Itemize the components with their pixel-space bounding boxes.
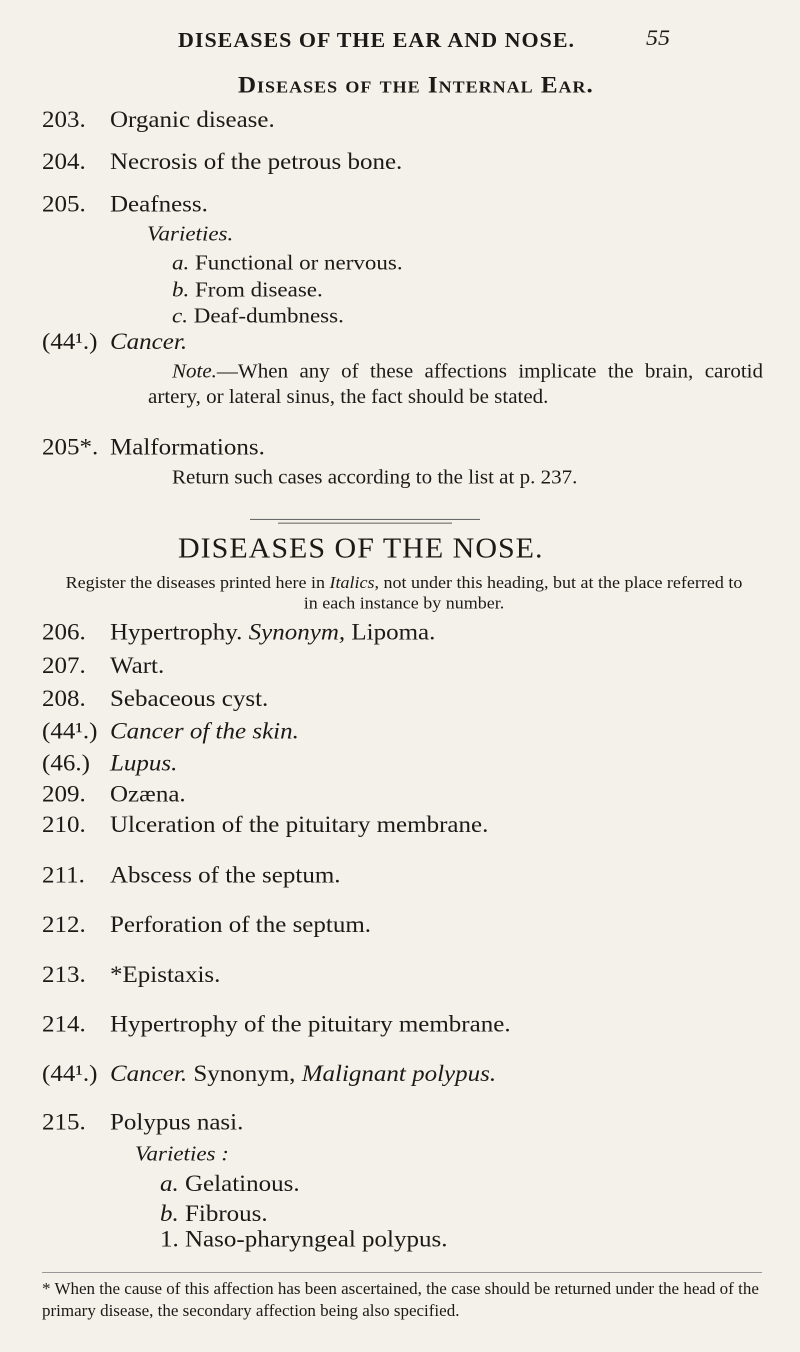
entry-text: Perforation of the septum. (110, 912, 372, 938)
entry-number: (44¹.) (42, 1061, 98, 1087)
entry-number: (44¹.) (42, 329, 98, 355)
variety-letter: b. (172, 277, 190, 302)
entry-text: Cancer of the skin. (110, 719, 299, 745)
nose-section-title: DISEASES OF THE NOSE. (178, 532, 544, 564)
variety-text: Functional or nervous. (195, 250, 403, 274)
entry-207 (42, 654, 164, 680)
note-text: —When any of these affections implicate the brain, carotid artery, or lateral sinus, the fact should be stated. (148, 359, 763, 408)
entry-number: 213. (42, 962, 86, 988)
variety-b (160, 1201, 268, 1227)
entry-number: 214. (42, 1011, 86, 1037)
running-head-title: DISEASES OF THE EAR AND NOSE. (178, 28, 575, 52)
entry-text: Hypertrophy of the pituitary membrane. (110, 1011, 511, 1037)
note (148, 359, 763, 409)
instruction (64, 572, 744, 613)
entry-44-cancer (42, 329, 187, 355)
entry-204 (42, 150, 402, 176)
entry-text: Ulceration of the pituitary membrane. (110, 812, 489, 838)
entry-205 (42, 192, 208, 218)
instruction-text: Register the diseases printed here in (65, 573, 330, 592)
variety-letter: b. (160, 1201, 179, 1227)
variety-text: Fibrous. (185, 1201, 268, 1227)
entry-203 (42, 108, 275, 134)
page-number: 55 (646, 26, 670, 51)
note-label: Note. (172, 359, 217, 383)
synonym-value: Malignant polypus. (301, 1061, 497, 1087)
varieties-heading: Varieties : (135, 1141, 229, 1166)
ear-section-title: Diseases of the Internal Ear. (238, 72, 594, 99)
entry-text: Necrosis of the petrous bone. (110, 149, 403, 175)
varieties-heading: Varieties. (147, 221, 234, 245)
variety-letter: a. (172, 250, 190, 274)
variety-c (172, 304, 344, 328)
entry-text: Hypertrophy. (110, 619, 243, 646)
entry-text: Ozæna. (110, 781, 186, 807)
entry-text: Malformations. (110, 434, 265, 461)
entry-210 (42, 813, 488, 839)
instruction-italic: Italics (329, 573, 375, 592)
entry-44-skin (42, 719, 299, 745)
synonym-label: Synonym, (248, 619, 346, 646)
variety-text: From disease. (195, 277, 323, 302)
entry-number: 211. (42, 863, 85, 889)
synonym-label: Synonym, (193, 1061, 296, 1087)
return-note: Return such cases according to the list at p. 237. (172, 465, 578, 489)
entry-number: 208. (42, 686, 86, 712)
entry-number: (46.) (42, 750, 90, 777)
variety-text: Gelatinous. (185, 1171, 300, 1197)
variety-text: Deaf-dumbness. (193, 303, 344, 328)
divider (250, 519, 480, 520)
entry-text: Lupus. (110, 750, 178, 777)
entry-number: 207. (42, 653, 86, 679)
entry-206 (42, 620, 435, 646)
entry-number: 206. (42, 619, 86, 646)
entry-number: 215. (42, 1109, 86, 1136)
entry-text: Abscess of the septum. (110, 863, 341, 889)
entry-208 (42, 686, 268, 712)
footnote-rule (42, 1272, 762, 1273)
entry-number: 205*. (42, 434, 99, 461)
entry-number: 205. (42, 191, 86, 217)
entry-209 (42, 782, 186, 808)
entry-text: Organic disease. (110, 107, 275, 133)
variety-1 (160, 1227, 447, 1253)
variety-b (172, 278, 323, 302)
variety-letter: a. (160, 1171, 179, 1197)
variety-a (160, 1172, 300, 1198)
entry-number: (44¹.) (42, 719, 98, 745)
entry-212 (42, 913, 371, 939)
variety-text: Naso-pharyngeal polypus. (185, 1226, 448, 1252)
entry-text: Cancer. (110, 1061, 188, 1087)
entry-text: Sebaceous cyst. (110, 686, 269, 712)
entry-text: Wart. (110, 653, 165, 679)
entry-205-star (42, 435, 265, 461)
variety-letter: c. (172, 303, 188, 328)
entry-text: Deafness. (110, 191, 208, 217)
entry-214 (42, 1012, 511, 1038)
entry-number: 209. (42, 781, 86, 807)
entry-number: 210. (42, 812, 86, 838)
entry-number: 203. (42, 107, 86, 133)
entry-number: 212. (42, 912, 86, 938)
variety-a (172, 251, 403, 275)
divider (278, 523, 452, 524)
entry-text: *Epistaxis. (110, 962, 221, 988)
variety-letter: 1. (160, 1226, 179, 1252)
entry-46 (42, 751, 177, 777)
entry-211 (42, 863, 341, 889)
footnote: * When the cause of this affection has been ascertained, the case should be returned under the head of the primary disease, the secondary affection being also specified. (42, 1279, 759, 1320)
instruction-text: , not under this heading, but at the place referred to in each instance by number. (303, 573, 743, 613)
entry-number: 204. (42, 149, 86, 175)
synonym-value: Lipoma. (351, 619, 436, 646)
entry-text: Cancer. (110, 329, 188, 355)
entry-text: Polypus nasi. (110, 1109, 244, 1136)
entry-44-malignant (42, 1061, 496, 1087)
entry-215 (42, 1110, 243, 1136)
entry-213 (42, 962, 220, 988)
